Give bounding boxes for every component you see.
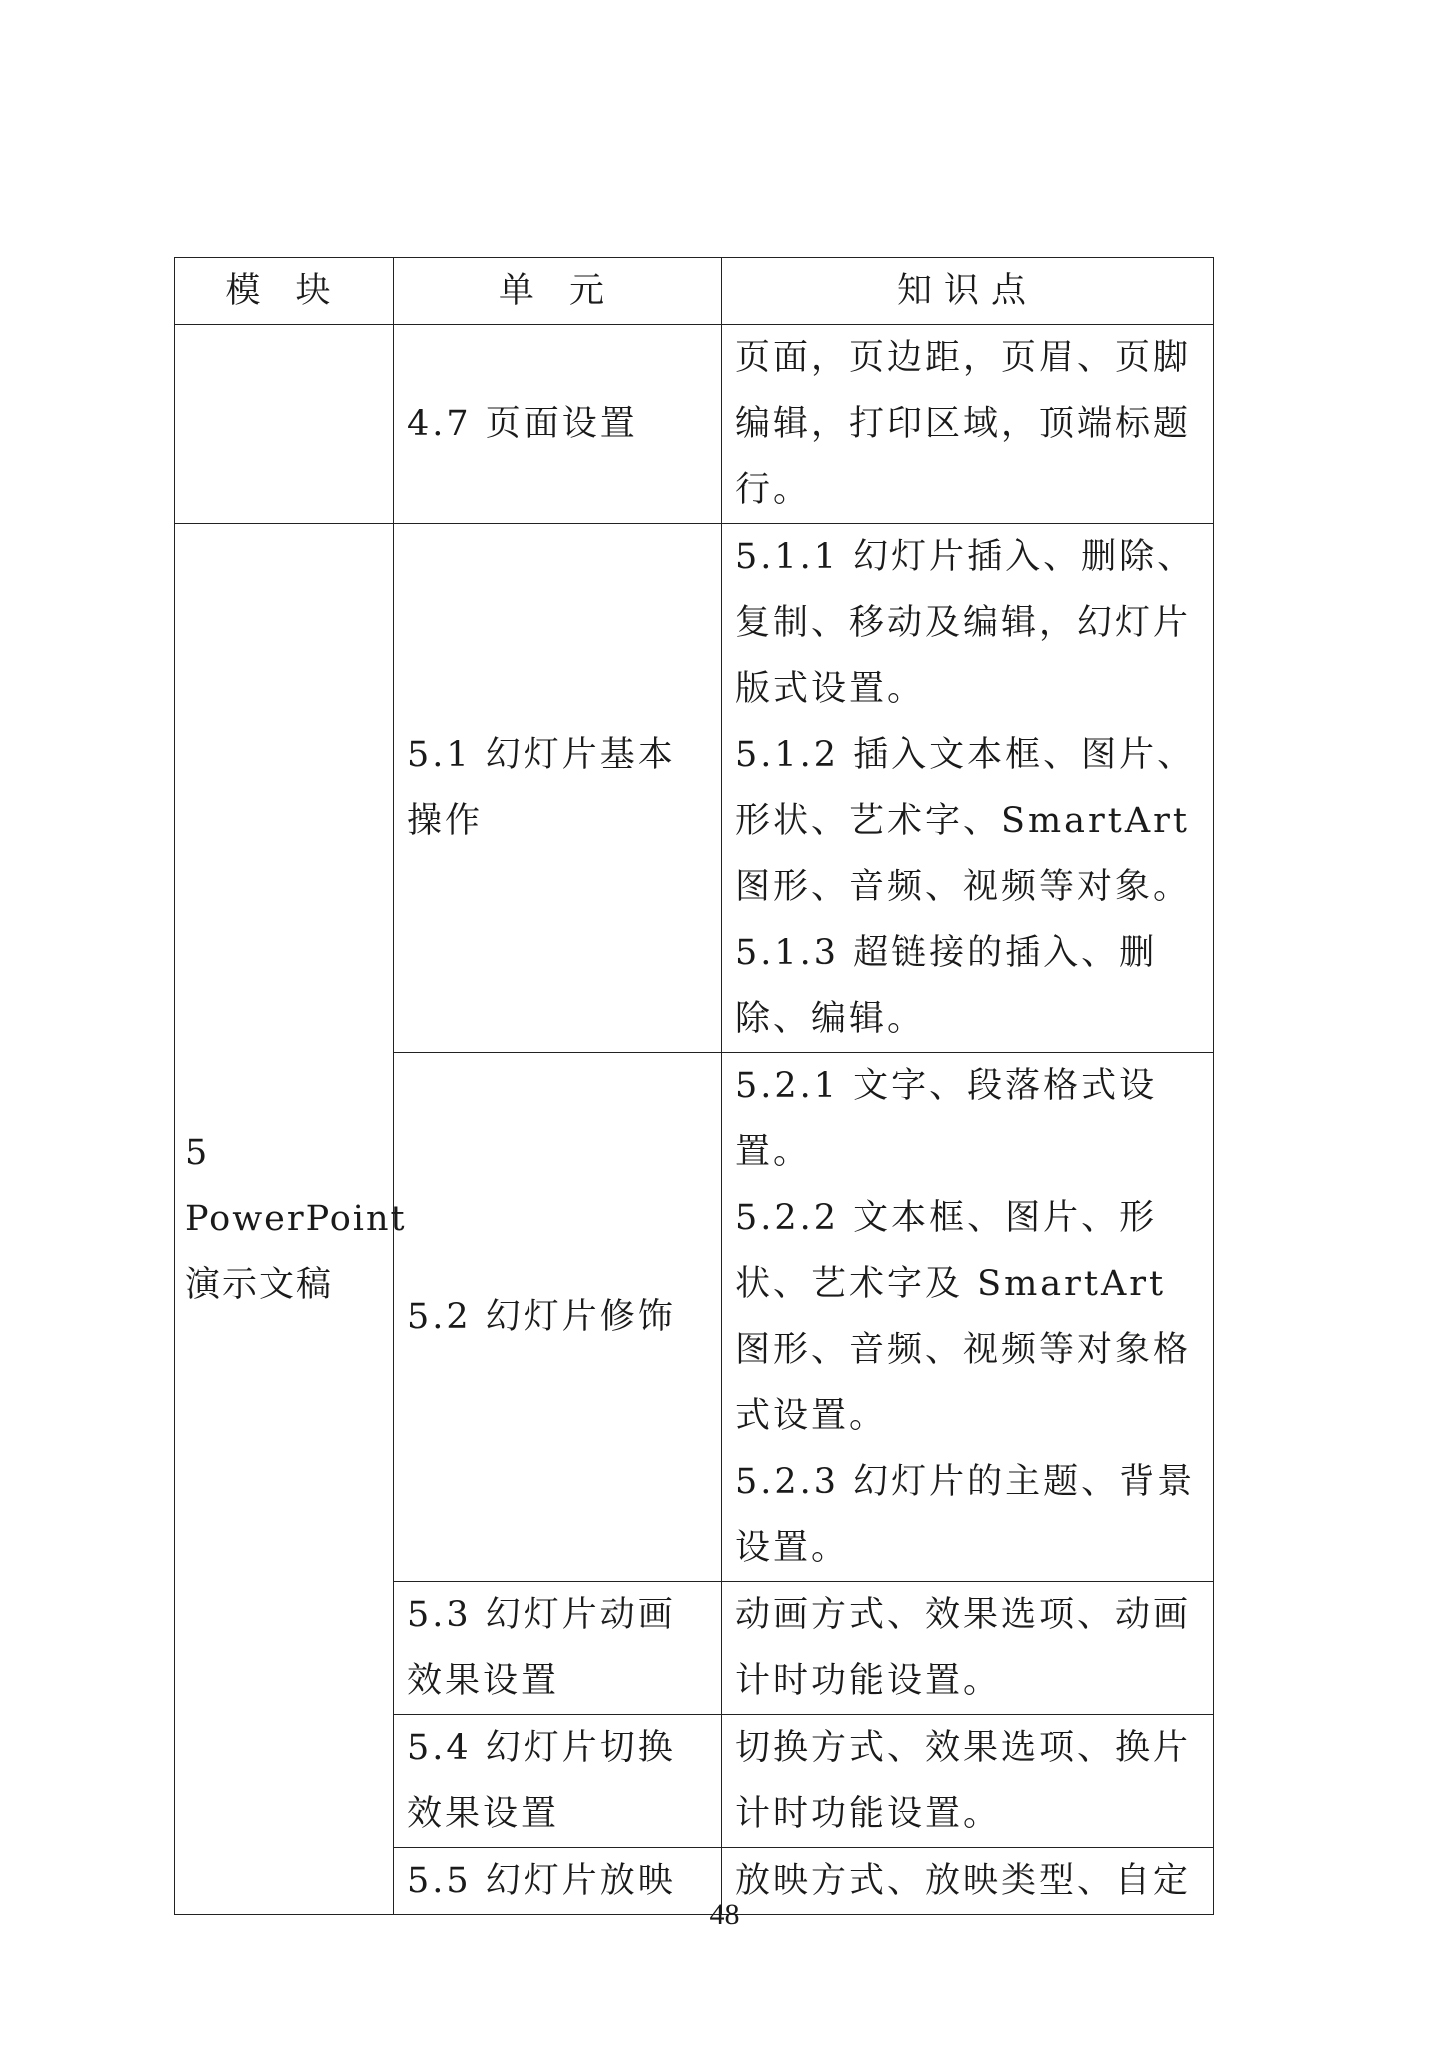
knowledge-point: 放映方式、放映类型、自定 <box>735 1861 1192 1901</box>
table-row <box>175 524 1214 1053</box>
knowledge-point: 动画方式、效果选项、动画计时功能设置。 <box>735 1595 1192 1701</box>
table-header-row <box>175 258 1214 325</box>
knowledge-point: 5.1.1 幻灯片插入、删除、复制、移动及编辑，幻灯片版式设置。 <box>735 537 1196 709</box>
knowledge-point: 页面，页边距，页眉、页脚编辑，打印区域，顶端标题行。 <box>735 338 1192 510</box>
knowledge-point: 5.2.3 幻灯片的主题、背景设置。 <box>735 1462 1196 1568</box>
module-cell <box>175 524 407 1915</box>
header-unit: 单 元 <box>394 258 722 325</box>
knowledge-point: 5.2.2 文本框、图片、形状、艺术字及 SmartArt 图形、音频、视频等对象格式设置。 <box>735 1198 1192 1436</box>
unit-cell: 5.5 幻灯片放映 <box>394 1848 722 1915</box>
unit-cell: 5.4 幻灯片切换效果设置 <box>394 1715 722 1848</box>
module-name-cn: 演示文稿 <box>185 1265 334 1305</box>
header-knowledge-points: 知识点 <box>722 258 1214 325</box>
module-number: 5 <box>185 1133 210 1173</box>
points-cell <box>722 1053 1214 1582</box>
knowledge-point: 5.2.1 文字、段落格式设置。 <box>735 1066 1158 1172</box>
points-cell <box>722 524 1214 1053</box>
points-cell <box>722 1582 1214 1715</box>
header-module: 模 块 <box>175 258 394 325</box>
points-cell <box>722 325 1214 524</box>
knowledge-point: 5.1.3 超链接的插入、删除、编辑。 <box>735 933 1158 1039</box>
module-name-en: PowerPoint <box>185 1199 407 1239</box>
knowledge-point: 5.1.2 插入文本框、图片、形状、艺术字、SmartArt 图形、音频、视频等对象。 <box>735 735 1196 907</box>
syllabus-table <box>174 257 1214 1915</box>
unit-cell: 5.3 幻灯片动画效果设置 <box>394 1582 722 1715</box>
points-cell <box>722 1715 1214 1848</box>
unit-cell: 5.2 幻灯片修饰 <box>394 1053 722 1582</box>
unit-cell: 4.7 页面设置 <box>394 325 722 524</box>
unit-cell: 5.1 幻灯片基本操作 <box>394 524 722 1053</box>
knowledge-point: 切换方式、效果选项、换片计时功能设置。 <box>735 1728 1192 1834</box>
table-row <box>175 325 1214 524</box>
page-number: 48 <box>709 1898 740 1931</box>
module-cell-empty <box>175 325 394 524</box>
